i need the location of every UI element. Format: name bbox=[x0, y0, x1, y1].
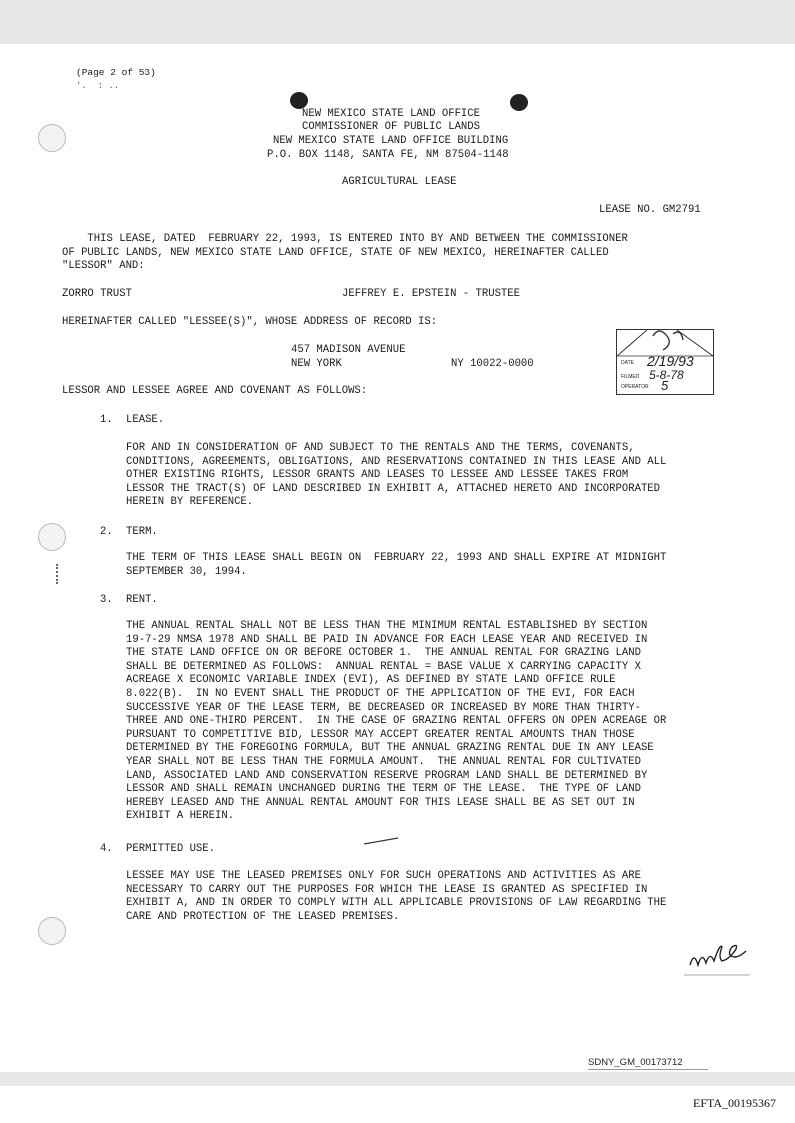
header-line-3: NEW MEXICO STATE LAND OFFICE BUILDING bbox=[273, 135, 509, 147]
section-3-number: 3. bbox=[100, 594, 113, 606]
bates-number-efta: EFTA_00195367 bbox=[693, 1096, 777, 1110]
initials-signature bbox=[684, 937, 754, 979]
binder-hole-top bbox=[38, 124, 66, 152]
recording-stamp bbox=[616, 329, 714, 395]
margin-speck bbox=[56, 564, 62, 584]
header-line-4: P.O. BOX 1148, SANTA FE, NM 87504-1148 bbox=[267, 149, 509, 161]
header-line-2: COMMISSIONER OF PUBLIC LANDS bbox=[302, 121, 481, 133]
section-4-number: 4. bbox=[100, 843, 113, 855]
address-city: NEW YORK bbox=[291, 358, 342, 370]
section-1-body: FOR AND IN CONSIDERATION OF AND SUBJECT TO THE RENTALS AND THE TERMS, COVENANTS, CONDITIONS, AGREEMENTS, OBLIGATIONS, AND RESERVATIONS CONTAINED IN THIS LEASE AND ALL OTHER EXISTING RIGHTS, LESSOR GRANTS AND LEASES TO LESSEE AND LESSEE TAKES FROM LESSOR THE TRACT(S) OF LAND DESCRIBED IN EXHIBIT A, ATTACHED HERETO AND INCORPORATED HEREIN BY REFERENCE. bbox=[126, 442, 667, 509]
section-1-number: 1. bbox=[100, 414, 113, 426]
stamp-filmed-label: FILMED bbox=[621, 374, 640, 380]
stamp-date-label: DATE bbox=[621, 360, 634, 366]
scan-top-margin bbox=[0, 0, 795, 44]
stamp-operator: 5 bbox=[661, 378, 669, 393]
scan-bottom-margin bbox=[0, 1072, 795, 1086]
ink-blot-right bbox=[510, 94, 528, 111]
document-page bbox=[22, 44, 772, 1072]
agree-line: LESSOR AND LESSEE AGREE AND COVENANT AS FOLLOWS: bbox=[62, 385, 368, 397]
stamp-date: 2/19/93 bbox=[647, 353, 694, 369]
bates-underline bbox=[588, 1069, 708, 1070]
lease-number: LEASE NO. GM2791 bbox=[599, 204, 701, 216]
scan-marks: '. : .. bbox=[76, 81, 120, 91]
section-4-body: LESSEE MAY USE THE LEASED PREMISES ONLY FOR SUCH OPERATIONS AND ACTIVITIES AS ARE NECESSARY TO CARRY OUT THE PURPOSES FOR WHICH THE LEASE IS GRANTED AS SPECIFIED IN EXHIBIT A, AND IN ORDER TO COMPLY WITH ALL APPLICABLE PROVISIONS OF LAW REGARDING THE CARE AND PROTECTION OF THE LEASED PREMISES. bbox=[126, 870, 667, 923]
intro-paragraph: THIS LEASE, DATED FEBRUARY 22, 1993, IS ENTERED INTO BY AND BETWEEN THE COMMISSIONER OF PUBLIC LANDS, NEW MEXICO STATE LAND OFFICE, STATE OF NEW MEXICO, HEREINAFTER CALLED "LESSOR" AND: bbox=[62, 233, 628, 273]
lessee-name: ZORRO TRUST bbox=[62, 288, 132, 300]
stamp-filmed: 5-8-78 bbox=[649, 368, 684, 382]
section-2-heading: TERM. bbox=[126, 526, 158, 538]
section-4-heading: PERMITTED USE. bbox=[126, 843, 216, 855]
stamp-operator-label: OPERATOR bbox=[621, 384, 649, 390]
binder-hole-middle bbox=[38, 523, 66, 551]
document-title: AGRICULTURAL LEASE bbox=[342, 176, 457, 188]
pen-stroke bbox=[362, 836, 402, 846]
bates-number-sdny: SDNY_GM_00173712 bbox=[588, 1057, 683, 1068]
lessee-called-line: HEREINAFTER CALLED "LESSEE(S)", WHOSE ADDRESS OF RECORD IS: bbox=[62, 316, 438, 328]
section-2-body: THE TERM OF THIS LEASE SHALL BEGIN ON FEBRUARY 22, 1993 AND SHALL EXPIRE AT MIDNIGHT SEPTEMBER 30, 1994. bbox=[126, 552, 667, 578]
binder-hole-bottom bbox=[38, 917, 66, 945]
section-2-number: 2. bbox=[100, 526, 113, 538]
ink-blot-left bbox=[290, 92, 308, 109]
address-state-zip: NY 10022-0000 bbox=[451, 358, 534, 370]
page-label: (Page 2 of 53) bbox=[76, 67, 156, 78]
section-3-body: THE ANNUAL RENTAL SHALL NOT BE LESS THAN THE MINIMUM RENTAL ESTABLISHED BY SECTION 19-7-29 NMSA 1978 AND SHALL BE PAID IN ADVANCE FOR EACH LEASE YEAR AND RECEIVED IN THE STATE LAND OFFICE ON OR BEFORE OCTOBER 1. THE ANNUAL RENTAL FOR GRAZING LAND SHALL BE DETERMINED AS FOLLOWS: ANNUAL RENTAL = BASE VALUE X CARRYING CAPACITY X ACREAGE X ECONOMIC VARIABLE INDEX (EVI), AS DEFINED BY STATE LAND OFFICE RULE 8.022(B). IN NO EVENT SHALL THE PRODUCT OF THE APPLICATION OF THE EVI, FOR EACH SUCCESSIVE YEAR OF THE LEASE TERM, BE DECREASED OR INCREASED BY MORE THAN THIRTY- THREE AND ONE-THIRD PERCENT. IN THE CASE OF GRAZING RENTAL OFFERS ON OPEN ACREAGE OR PURSUANT TO COMPETITIVE BID, LESSOR MAY ACCEPT GREATER RENTAL AMOUNTS THAN THOSE DETERMINED BY THE FOREGOING FORMULA, BUT THE ANNUAL GRAZING RENTAL DUE IN ANY LEASE YEAR SHALL NOT BE LESS THAN THE FORMULA AMOUNT. THE ANNUAL RENTAL FOR CULTIVATED LAND, ASSOCIATED LAND AND CONSERVATION RESERVE PROGRAM LAND SHALL BE DETERMINED BY LESSOR AND SHALL REMAIN UNCHANGED DURING THE TERM OF THE LEASE. THE TYPE OF LAND HEREBY LEASED AND THE ANNUAL RENTAL AMOUNT FOR THIS LEASE SHALL BE AS SET OUT IN EXHIBIT A HEREIN. bbox=[126, 620, 667, 823]
section-1-heading: LEASE. bbox=[126, 414, 165, 426]
section-3-heading: RENT. bbox=[126, 594, 158, 606]
lessee-trustee: JEFFREY E. EPSTEIN - TRUSTEE bbox=[342, 288, 521, 300]
header-line-1: NEW MEXICO STATE LAND OFFICE bbox=[302, 108, 481, 120]
address-street: 457 MADISON AVENUE bbox=[291, 344, 406, 356]
